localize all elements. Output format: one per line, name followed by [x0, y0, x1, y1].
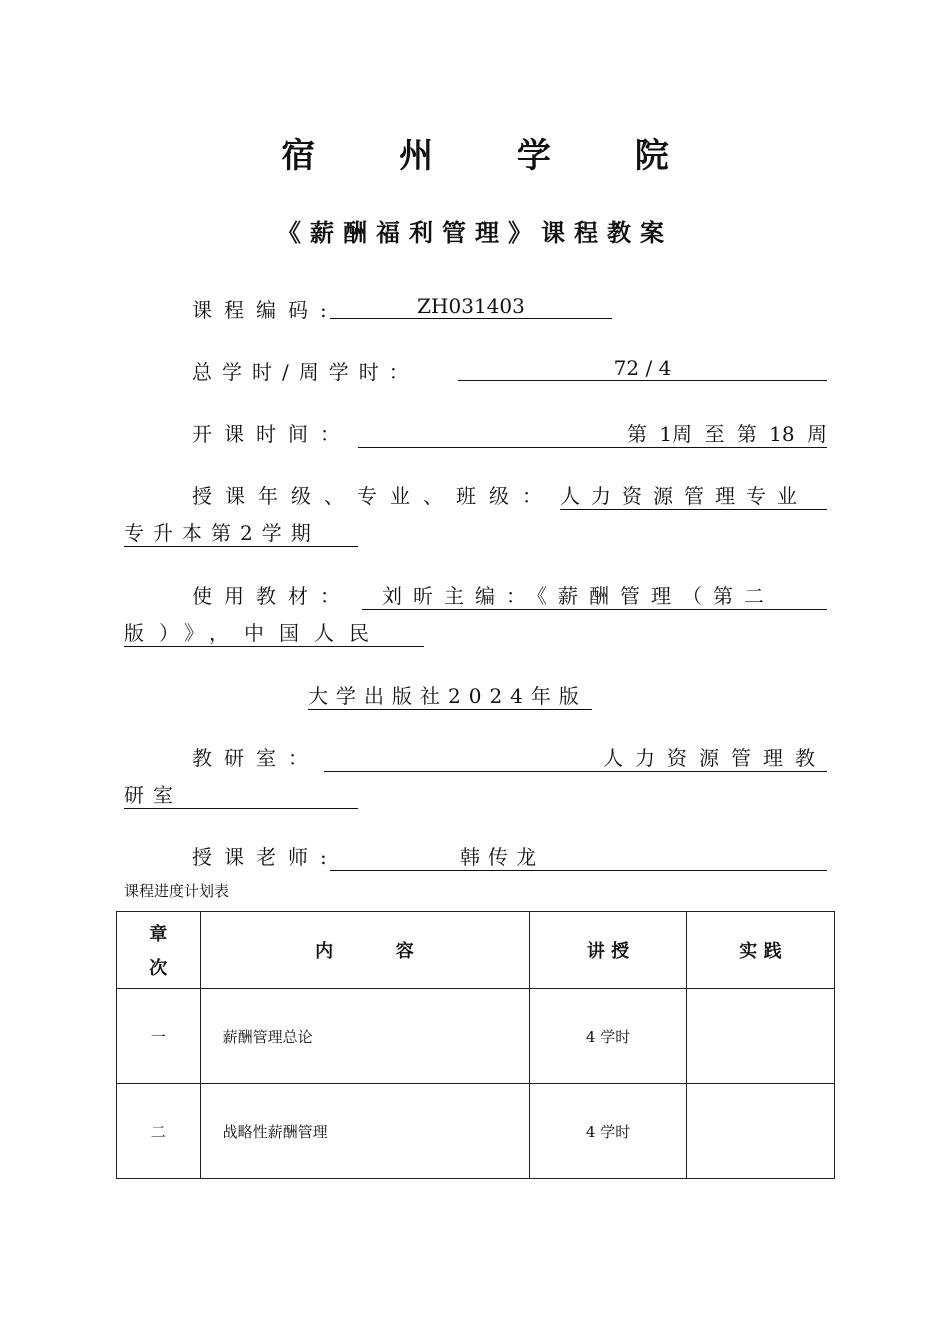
textbook-value-line3: 大学出版社2024年版 [308, 680, 592, 710]
table-row [117, 1084, 835, 1179]
course-time-value: 第 1周 至 第 18 周 [358, 418, 827, 448]
course-time-label: 开课时间： [192, 422, 352, 446]
header-chapter-line2: 次 [149, 958, 168, 979]
table-row [117, 989, 835, 1084]
hours-label: 总学时/周学时： [192, 360, 419, 384]
row-chapter: 一 [117, 989, 201, 1084]
hours-value: 72 / 4 [458, 356, 827, 381]
office-value-line2: 研室 [124, 779, 358, 809]
header-chapter [117, 912, 201, 989]
office-label: 教研室： [192, 746, 320, 770]
teacher-label: 授课老师: [192, 845, 339, 869]
row-lecture: 4 学时 [530, 989, 687, 1084]
header-chapter-line1: 章 [149, 924, 168, 945]
header-content: 内 容 [200, 912, 530, 989]
header-lecture: 讲 授 [530, 912, 687, 989]
grade-value-line2: 专升本第2学期 [124, 517, 358, 547]
header-practice: 实 践 [686, 912, 834, 989]
table-header-row [117, 912, 835, 989]
row-content: 薪酬管理总论 [200, 989, 530, 1084]
row-lecture: 4 学时 [530, 1084, 687, 1179]
office-value-line1: 人力资源管理教 [324, 742, 827, 772]
course-title: 《薪酬福利管理》课程教案 [277, 219, 673, 247]
row-practice [686, 989, 834, 1084]
row-chapter: 二 [117, 1084, 201, 1179]
textbook-value-line1: 刘昕主编：《薪酬管理（第二 [362, 580, 827, 610]
schedule-table [116, 911, 835, 1179]
row-practice [686, 1084, 834, 1179]
textbook-label: 使用教材： [192, 584, 352, 608]
course-code-label: 课程编码: [192, 298, 339, 322]
schedule-caption: 课程进度计划表 [124, 882, 230, 900]
grade-value-line1: 人力资源管理专业 [560, 480, 827, 510]
teacher-value: 韩传龙 [330, 841, 827, 871]
row-content: 战略性薪酬管理 [200, 1084, 530, 1179]
textbook-value-line2: 版）》，中国人民 [124, 617, 424, 647]
course-code-value: ZH031403 [330, 294, 612, 319]
grade-label: 授课年级、专业、班级： [192, 484, 555, 508]
school-name: 宿 州 学 院 [281, 136, 705, 176]
